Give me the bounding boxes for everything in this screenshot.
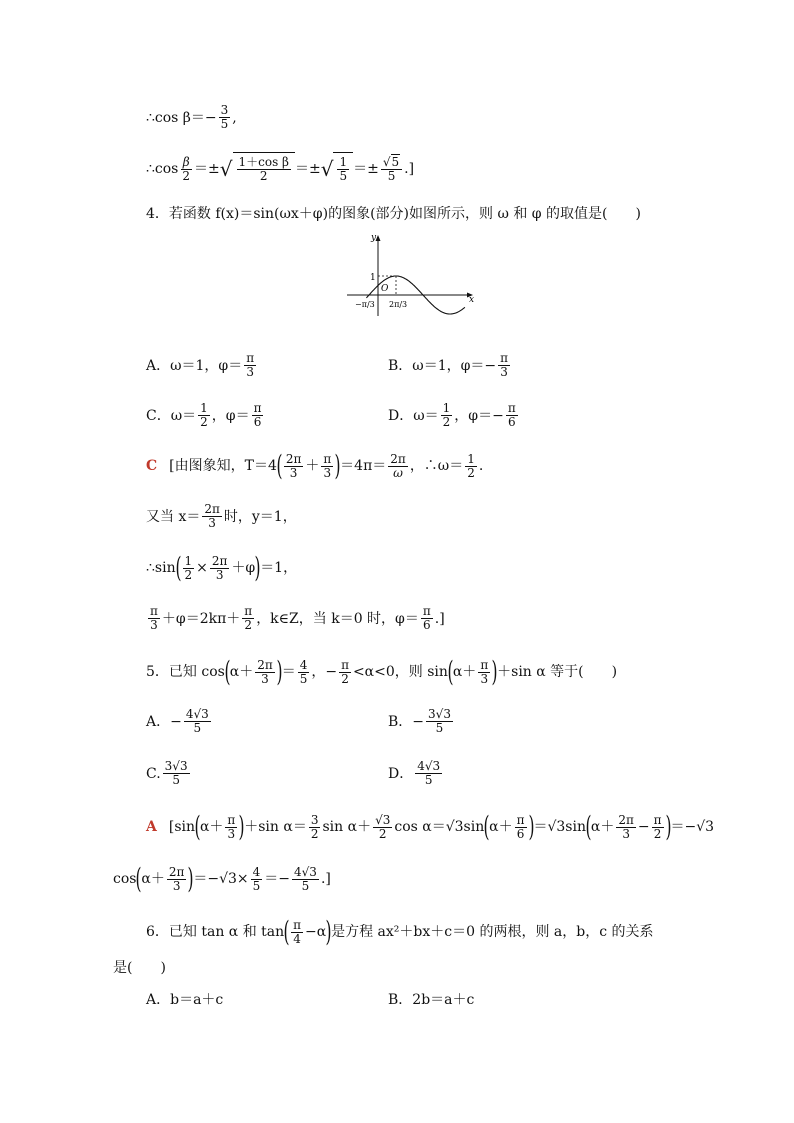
fraction bbox=[309, 814, 321, 841]
fraction bbox=[198, 402, 210, 429]
denominator: 5 bbox=[339, 169, 348, 183]
sine-graph bbox=[345, 228, 480, 318]
numerator: 4 bbox=[299, 657, 308, 672]
text: ＝ bbox=[281, 664, 296, 680]
numerator: π bbox=[253, 401, 262, 415]
denominator: 2 bbox=[259, 169, 268, 183]
fraction bbox=[616, 814, 636, 841]
numerator: 3√3 bbox=[164, 759, 188, 773]
text: ＋ bbox=[305, 458, 320, 474]
text: ＝√3sin bbox=[533, 819, 586, 835]
denominator: 2 bbox=[182, 168, 191, 183]
fraction bbox=[421, 605, 433, 632]
text: ＋sin α 等于( ) bbox=[497, 664, 618, 680]
text: ，k∈Z，当 k＝0 时，φ＝ bbox=[256, 610, 419, 627]
numerator: π bbox=[323, 451, 332, 466]
fraction bbox=[478, 659, 490, 686]
text: ，∴ω＝ bbox=[409, 458, 464, 474]
q6-option-a[interactable] bbox=[146, 990, 223, 1010]
text: 5．已知 cos bbox=[146, 664, 225, 680]
text: ＝± bbox=[353, 161, 379, 177]
fraction bbox=[441, 402, 453, 429]
text: ＋φ bbox=[231, 560, 256, 576]
q5-option-b[interactable] bbox=[388, 708, 455, 735]
text: 是( ) bbox=[113, 960, 166, 976]
text: ＝± bbox=[194, 161, 220, 177]
text: .] bbox=[404, 161, 415, 177]
fraction bbox=[373, 814, 392, 841]
text: ＝−√3 bbox=[670, 819, 715, 835]
option-text: A．ω＝1，φ＝ bbox=[146, 357, 243, 374]
denominator: 2 bbox=[442, 415, 451, 429]
text: 时，y＝1， bbox=[223, 508, 297, 525]
numerator: 2π bbox=[257, 657, 273, 672]
numerator: 3 bbox=[310, 812, 319, 827]
q5-solution-line2: cos ( α＋ $\frac{2\pi}{3}$ ) ＝−√3× $\frac{4}{5}$ ＝− $\frac{4√3}{5}$ .] bbox=[113, 862, 331, 895]
radical: √ $\frac{\text{1＋cos β}}{2}$ bbox=[220, 152, 295, 186]
denominator: 2 bbox=[310, 826, 319, 841]
q6-stem-line2 bbox=[113, 958, 166, 978]
denominator: 6 bbox=[422, 618, 431, 632]
numerator: 4 bbox=[252, 864, 261, 879]
q4-solution-line2 bbox=[146, 503, 297, 530]
numerator: π bbox=[507, 401, 516, 415]
option-text: A．− bbox=[146, 713, 182, 730]
text: [由图象知，T＝4 bbox=[169, 458, 277, 474]
text: α＋ bbox=[229, 664, 254, 680]
q5-stem: 5．已知 cos ( α＋ $\frac{2\pi}{3}$ ) ＝ $\frac{4}{5}$ ，− $\frac{\pi}{2}$ <α<0，则 sin ( α＋ $\frac{\pi}{3}$ ) ＋sin α 等于( ) bbox=[146, 655, 618, 688]
numerator: 2π bbox=[204, 502, 220, 516]
sol3-line1 bbox=[146, 104, 237, 131]
denominator: 2 bbox=[200, 415, 208, 429]
q4-solution-line4 bbox=[146, 605, 445, 632]
denominator: 3 bbox=[172, 878, 181, 893]
text: cos α＝√3sin bbox=[394, 819, 485, 835]
fraction bbox=[219, 104, 231, 131]
numerator: π bbox=[150, 604, 158, 618]
option-text: B．2b＝a＋c bbox=[388, 992, 475, 1008]
fraction bbox=[237, 156, 292, 183]
numerator: π bbox=[293, 917, 301, 932]
denominator: 5 bbox=[424, 773, 433, 787]
text: 又当 x＝ bbox=[146, 508, 201, 525]
q5-option-c[interactable] bbox=[146, 760, 192, 787]
text: ＝− bbox=[264, 871, 291, 887]
numerator: π bbox=[516, 812, 525, 827]
text: ∴cos β＝− bbox=[146, 109, 217, 126]
numerator: π bbox=[500, 351, 509, 365]
q4-option-c[interactable] bbox=[146, 402, 265, 429]
fraction bbox=[426, 708, 453, 735]
tick-2pi-3: 2π/3 bbox=[389, 300, 408, 309]
numerator: 2π bbox=[285, 451, 302, 466]
option-text: ，φ＝− bbox=[454, 407, 504, 424]
denominator: 3 bbox=[227, 826, 236, 841]
option-text: B．− bbox=[388, 713, 425, 730]
numerator: √3 bbox=[375, 812, 391, 827]
numerator: 3√3 bbox=[428, 707, 451, 721]
text: sin α＋ bbox=[322, 819, 372, 835]
text: . bbox=[478, 458, 484, 474]
fraction bbox=[242, 605, 254, 632]
text: 6．已知 tan α 和 tan bbox=[146, 924, 285, 940]
numerator: 2π bbox=[618, 812, 634, 827]
q6-option-b[interactable] bbox=[388, 990, 474, 1010]
numerator: π bbox=[480, 657, 489, 672]
numerator: 3 bbox=[220, 103, 229, 117]
denominator: 5 bbox=[220, 117, 229, 131]
option-text: D．ω＝ bbox=[388, 407, 439, 424]
q4-option-a[interactable] bbox=[146, 352, 258, 379]
text: .] bbox=[320, 871, 331, 887]
denominator: 3 bbox=[480, 671, 489, 686]
denominator: 5 bbox=[252, 878, 261, 893]
text: −α bbox=[304, 924, 327, 940]
question-text: 4．若函数 f(x)＝sin(ωx＋φ)的图象(部分)如图所示，则 ω 和 φ 的取值是( ) bbox=[146, 206, 641, 222]
option-text: C. bbox=[146, 765, 161, 782]
q5-option-d[interactable] bbox=[388, 760, 444, 787]
text: ＝−√3× bbox=[193, 871, 249, 887]
fraction bbox=[415, 760, 442, 787]
fraction: $\frac{√5}{5}$ bbox=[381, 156, 402, 183]
denominator: 3 bbox=[622, 826, 630, 841]
denominator: 5 bbox=[435, 721, 444, 735]
fraction bbox=[291, 919, 303, 946]
denominator: 2 bbox=[184, 567, 193, 582]
numerator: 1 bbox=[184, 553, 193, 568]
denominator: 5 bbox=[193, 721, 202, 735]
numerator: π bbox=[244, 604, 253, 618]
denominator: 2 bbox=[341, 671, 349, 686]
denominator: 3 bbox=[261, 671, 269, 686]
fraction bbox=[184, 708, 211, 735]
x-label: x bbox=[469, 295, 475, 305]
text: − bbox=[637, 819, 650, 835]
fraction bbox=[339, 659, 351, 686]
denominator: 3 bbox=[289, 465, 298, 480]
numerator: 1 bbox=[339, 155, 348, 169]
numerator: 4√3 bbox=[185, 707, 209, 721]
y-label: y bbox=[371, 233, 377, 243]
numerator: β bbox=[182, 154, 190, 169]
option-text: C．ω＝ bbox=[146, 407, 197, 424]
denominator: 3 bbox=[208, 516, 216, 530]
fraction bbox=[202, 503, 222, 530]
option-text: ，φ＝ bbox=[211, 407, 250, 424]
text: ∴sin bbox=[146, 560, 176, 576]
denominator: 2 bbox=[378, 826, 387, 841]
text: α＋ bbox=[452, 664, 477, 680]
text: ＝1， bbox=[260, 560, 298, 576]
fraction bbox=[388, 453, 408, 480]
denominator: 2 bbox=[467, 465, 475, 480]
denominator: 3 bbox=[246, 365, 255, 379]
fraction bbox=[183, 555, 195, 582]
text: α＋ bbox=[590, 819, 615, 835]
numerator: 2π bbox=[168, 864, 185, 879]
fraction bbox=[298, 659, 310, 686]
text: 是方程 ax²＋bx＋c＝0 的两根，则 a，b，c 的关系 bbox=[331, 924, 654, 940]
q4-solution-line3: ∴sin ( $\frac{1}{2}$ × $\frac{2\pi}{3}$ ＋φ ) ＝1， bbox=[146, 551, 298, 584]
sol3-line2 bbox=[146, 152, 414, 186]
origin-label: O bbox=[381, 284, 389, 294]
answer-letter: A bbox=[146, 819, 157, 835]
text: cos bbox=[113, 871, 137, 887]
numerator: 2π bbox=[211, 553, 228, 568]
tick-one: 1 bbox=[370, 273, 376, 283]
fraction bbox=[225, 814, 237, 841]
y-axis-arrow bbox=[376, 235, 381, 241]
option-text: A．b＝a＋c bbox=[146, 992, 224, 1008]
denominator: 6 bbox=[253, 415, 262, 429]
denominator: ω bbox=[393, 465, 403, 480]
q4-option-d[interactable] bbox=[388, 402, 520, 429]
fraction bbox=[284, 453, 304, 480]
numerator: 1 bbox=[467, 451, 475, 466]
fraction bbox=[148, 605, 160, 632]
fraction bbox=[337, 156, 349, 183]
denominator: 6 bbox=[516, 826, 525, 841]
numerator: π bbox=[422, 604, 431, 618]
denominator: 3 bbox=[150, 618, 158, 632]
fraction bbox=[465, 453, 477, 480]
denominator: 5 bbox=[301, 878, 310, 893]
q5-option-a[interactable] bbox=[146, 708, 213, 735]
numerator: 1 bbox=[200, 401, 208, 415]
text: [sin bbox=[168, 819, 196, 835]
numerator: 2π bbox=[390, 451, 406, 466]
text: <α<0，则 sin bbox=[352, 664, 448, 680]
answer-letter: C bbox=[146, 458, 158, 474]
fraction bbox=[321, 453, 333, 480]
fraction bbox=[506, 402, 518, 429]
q4-stem bbox=[146, 204, 641, 224]
numerator: 4√3 bbox=[294, 864, 317, 879]
fraction bbox=[180, 156, 192, 183]
text: ，− bbox=[311, 664, 338, 680]
fraction bbox=[163, 760, 190, 787]
option-text: B．ω＝1，φ＝− bbox=[388, 357, 497, 374]
text: ∴cos bbox=[146, 161, 179, 177]
text: ＋sin α＝ bbox=[244, 819, 307, 835]
numerator: π bbox=[246, 351, 255, 365]
denominator: 2 bbox=[653, 826, 662, 841]
option-text: D． bbox=[388, 765, 414, 782]
numerator: 1＋cos β bbox=[238, 155, 289, 169]
text: α＋ bbox=[489, 819, 513, 835]
numerator: π bbox=[227, 812, 236, 827]
text: α＋ bbox=[199, 819, 224, 835]
fraction bbox=[244, 352, 256, 379]
text: ＋φ＝2kπ＋ bbox=[161, 610, 241, 627]
text: × bbox=[196, 560, 208, 576]
denominator: 5 bbox=[387, 168, 396, 183]
fraction bbox=[652, 814, 664, 841]
fraction bbox=[292, 866, 319, 893]
denominator: 2 bbox=[244, 618, 253, 632]
fraction bbox=[252, 402, 264, 429]
fraction bbox=[515, 814, 527, 841]
numerator: π bbox=[341, 657, 349, 672]
fraction bbox=[167, 866, 187, 893]
fraction bbox=[210, 555, 230, 582]
tick-neg-pi-3: −π/3 bbox=[355, 300, 375, 309]
text: α＋ bbox=[141, 871, 165, 887]
denominator: 3 bbox=[323, 465, 332, 480]
numerator: 1 bbox=[442, 401, 451, 415]
numerator: 4√3 bbox=[417, 759, 441, 773]
text: , bbox=[232, 109, 237, 126]
denominator: 5 bbox=[172, 773, 180, 787]
fraction bbox=[255, 659, 275, 686]
q6-stem-line1: 6．已知 tan α 和 tan ( $\frac{\pi}{4}$ −α ) 是方程 ax²＋bx＋c＝0 的两根，则 a，b，c 的关系 bbox=[146, 915, 654, 948]
numerator: 5 bbox=[391, 154, 400, 169]
denominator: 3 bbox=[215, 567, 224, 582]
text: ＝4π＝ bbox=[340, 458, 387, 474]
text: ＝± bbox=[295, 161, 321, 177]
numerator: π bbox=[653, 812, 662, 827]
denominator: 3 bbox=[500, 365, 508, 379]
denominator: 4 bbox=[293, 931, 301, 946]
q4-solution-line1: C [由图象知，T＝4 ( $\frac{2\pi}{3}$ ＋ $\frac{\pi}{3}$ ) ＝4π＝ $\frac{2\pi}{\omega}$ ，∴ω＝ $\frac{1}{2}$ . bbox=[146, 449, 484, 482]
q4-option-b[interactable] bbox=[388, 352, 512, 379]
text: .] bbox=[434, 610, 445, 627]
denominator: 6 bbox=[507, 415, 516, 429]
q5-solution-line1: A [sin ( α＋ $\frac{\pi}{3}$ ) ＋sin α＝ $\frac{3}{2}$ sin α＋ $\frac{√3}{2}$ cos α＝√3sin ( α＋ $\frac{\pi}{6}$ ) ＝√3sin ( α＋ $\frac{2\pi}{3}$ − $\frac{\pi}{2}$ ) ＝−√3 bbox=[146, 810, 715, 843]
radical: √ $\frac{1}{5}$ bbox=[321, 152, 353, 186]
fraction bbox=[498, 352, 510, 379]
fraction bbox=[251, 866, 263, 893]
denominator: 5 bbox=[299, 671, 308, 686]
